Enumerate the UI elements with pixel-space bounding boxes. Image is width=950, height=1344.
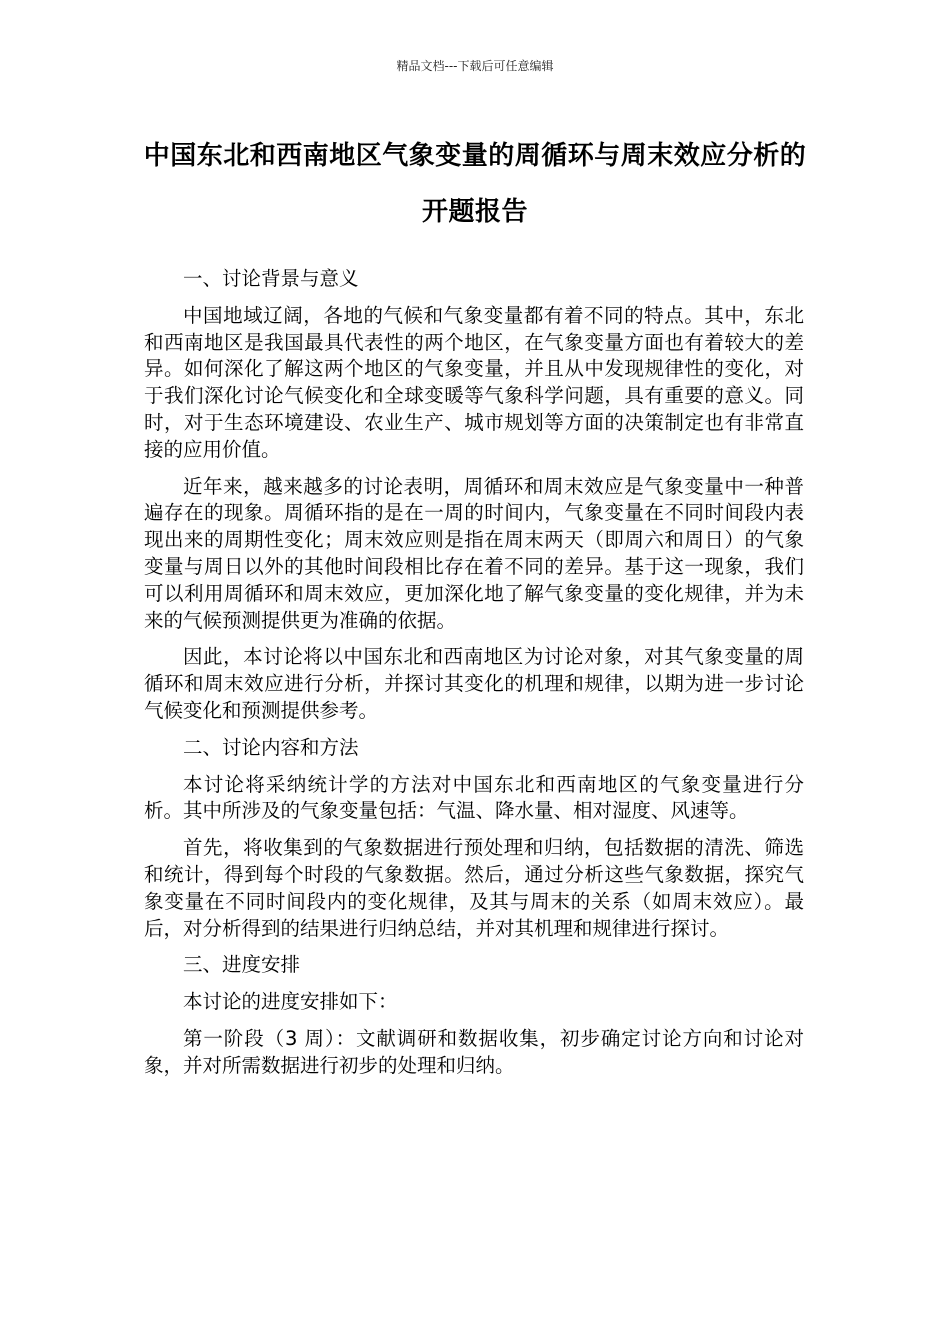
section-heading-background: 一、讨论背景与意义 <box>183 267 359 290</box>
section-heading-schedule: 三、进度安排 <box>183 953 301 977</box>
paragraph: 因此，本讨论将以中国东北和西南地区为讨论对象，对其气象变量的周循环和周末效应进行分析，并探讨其变化的机理和规律，以期为进一步讨论气候变化和预测提供参考。 <box>144 645 804 722</box>
paragraph: 中国地域辽阔，各地的气候和气象变量都有着不同的特点。其中，东北和西南地区是我国最具代表性的两个地区，在气象变量方面也有着较大的差异。如何深化了解这两个地区的气象变量，并且从中发现规律性的变化，对于我们深化讨论气候变化和全球变暖等气象科学问题，具有重要的意义。同时，对于生态环境建设、农业生产、城市规划等方面的决策制定也有非常直接的应用价值。 <box>144 303 804 461</box>
paragraph: 本讨论的进度安排如下： <box>183 990 398 1014</box>
paragraph: 首先，将收集到的气象数据进行预处理和归纳，包括数据的清洗、筛选和统计，得到每个时段的气象数据。然后，通过分析这些气象数据，探究气象变量在不同时间段内的变化规律，及其与周末的关系（如周末效应）。最后，对分析得到的结果进行归纳总结，并对其机理和规律进行探讨。 <box>144 836 804 940</box>
paragraph: 本讨论将采纳统计学的方法对中国东北和西南地区的气象变量进行分析。其中所涉及的气象变量包括：气温、降水量、相对湿度、风速等。 <box>144 772 804 823</box>
document-title: 中国东北和西南地区气象变量的周循环与周末效应分析的开题报告 <box>143 141 807 227</box>
paragraph: 第一阶段（3 周）：文献调研和数据收集，初步确定讨论方向和讨论对象，并对所需数据进行初步的处理和归纳。 <box>144 1026 804 1077</box>
paragraph: 近年来，越来越多的讨论表明，周循环和周末效应是气象变量中一种普遍存在的现象。周循环指的是在一周的时间内，气象变量在不同时间段内表现出来的周期性变化；周末效应则是指在周末两天（即周六和周日）的气象变量与周日以外的其他时间段相比存在着不同的差异。基于这一现象，我们可以利用周循环和周末效应，更加深化地了解气象变量的变化规律，并为未来的气候预测提供更为准确的依据。 <box>144 474 804 632</box>
section-heading-methods: 二、讨论内容和方法 <box>183 735 359 759</box>
document-body <box>144 266 804 1090</box>
header-note: 精品文档---下载后可任意编辑 <box>396 59 554 73</box>
